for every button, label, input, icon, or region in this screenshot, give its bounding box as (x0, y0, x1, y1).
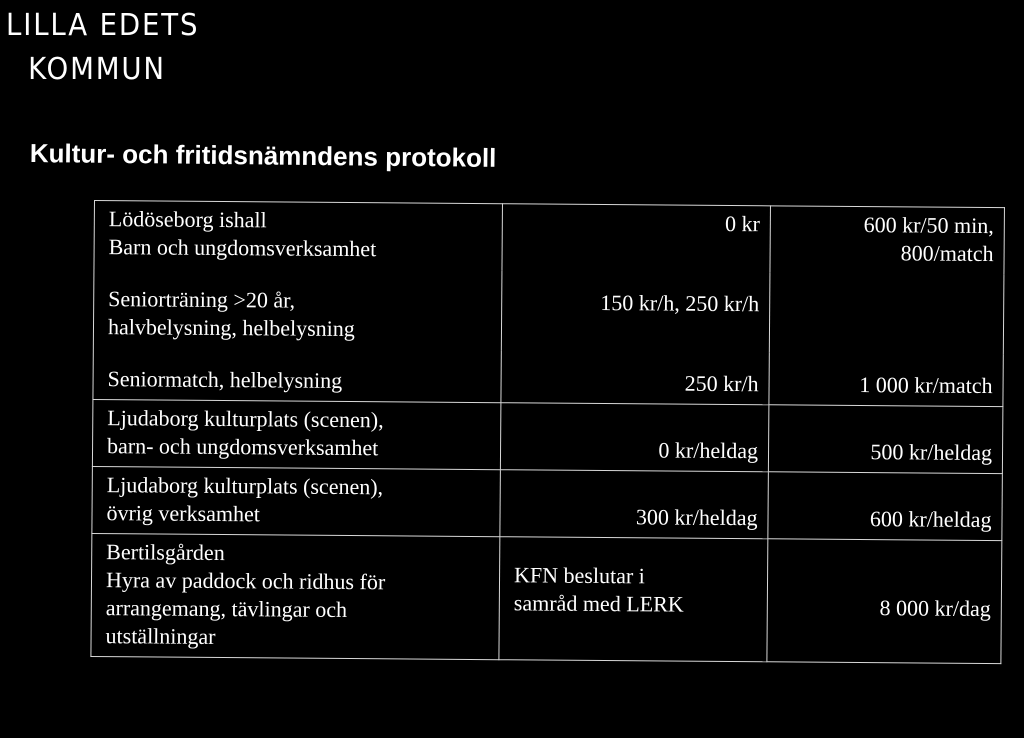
cell-text: Lödöseborg ishall (108, 206, 267, 233)
cell-text: 0 kr (724, 210, 760, 237)
table-cell (768, 472, 1003, 541)
cell-text: halvbelysning, helbelysning (107, 314, 355, 342)
cell-text: 300 kr/heldag (635, 504, 758, 531)
table-cell (500, 470, 769, 539)
table-row (93, 267, 1004, 354)
cell-text: 600 kr/heldag (869, 506, 992, 533)
fee-table-wrapper (90, 200, 1004, 723)
table-cell (92, 466, 501, 536)
table-cell (93, 267, 502, 350)
table-cell (499, 537, 768, 662)
cell-text: 150 kr/h, 250 kr/h (600, 289, 760, 317)
table-row (92, 466, 1002, 540)
cell-text: barn- och ungdomsverksamhet (106, 433, 379, 461)
cell-text: 500 kr/heldag (870, 439, 993, 466)
cell-text: KFN beslutar i (513, 562, 645, 589)
table-cell (501, 270, 770, 352)
cell-text: Ljudaborg kulturplats (scenen), (106, 472, 384, 500)
cell-text: Hyra av paddock och ridhus för (105, 567, 386, 595)
table-cell (91, 533, 500, 659)
cell-text: 250 kr/h (684, 370, 759, 397)
org-line-2: KOMMUN (28, 52, 166, 87)
table-cell (500, 403, 769, 472)
cell-text: 800/match (900, 240, 994, 267)
table-cell (92, 399, 501, 469)
cell-text: 1 000 kr/match (859, 372, 993, 399)
table-cell (770, 206, 1005, 274)
fee-table (90, 200, 1005, 664)
table-cell (501, 350, 769, 405)
cell-text: Ljudaborg kulturplats (scenen), (107, 405, 384, 433)
cell-text: samråd med LERK (513, 590, 684, 617)
table-cell (769, 352, 1003, 406)
table-cell (93, 347, 501, 403)
page-title: Kultur- och fritidsnämndens protokoll (29, 138, 497, 173)
org-line-1: LILLA EDETS (6, 8, 200, 43)
cell-text: 600 kr/50 min, (863, 212, 994, 239)
cell-text: Bertilsgården (106, 539, 225, 566)
cell-text: 8 000 kr/dag (879, 595, 991, 622)
cell-text: arrangemang, tävlingar och (105, 595, 348, 622)
cell-text: utställningar (105, 623, 216, 649)
table-row (92, 399, 1002, 473)
table-row (93, 347, 1003, 407)
table-row (91, 533, 1002, 663)
cell-text: 0 kr/heldag (658, 437, 759, 464)
table-cell (94, 201, 503, 271)
cell-text: övrig verksamhet (106, 500, 260, 527)
cell-text: Barn och ungdomsverksamhet (108, 234, 377, 262)
organization-name (6, 4, 199, 92)
cell-text: Seniorträning >20 år, (108, 286, 296, 313)
table-cell (502, 204, 771, 273)
table-cell (768, 405, 1003, 474)
table-cell (767, 539, 1002, 664)
table-cell (769, 272, 1004, 354)
table-row (94, 201, 1004, 275)
cell-text: Seniormatch, helbelysning (107, 366, 343, 393)
